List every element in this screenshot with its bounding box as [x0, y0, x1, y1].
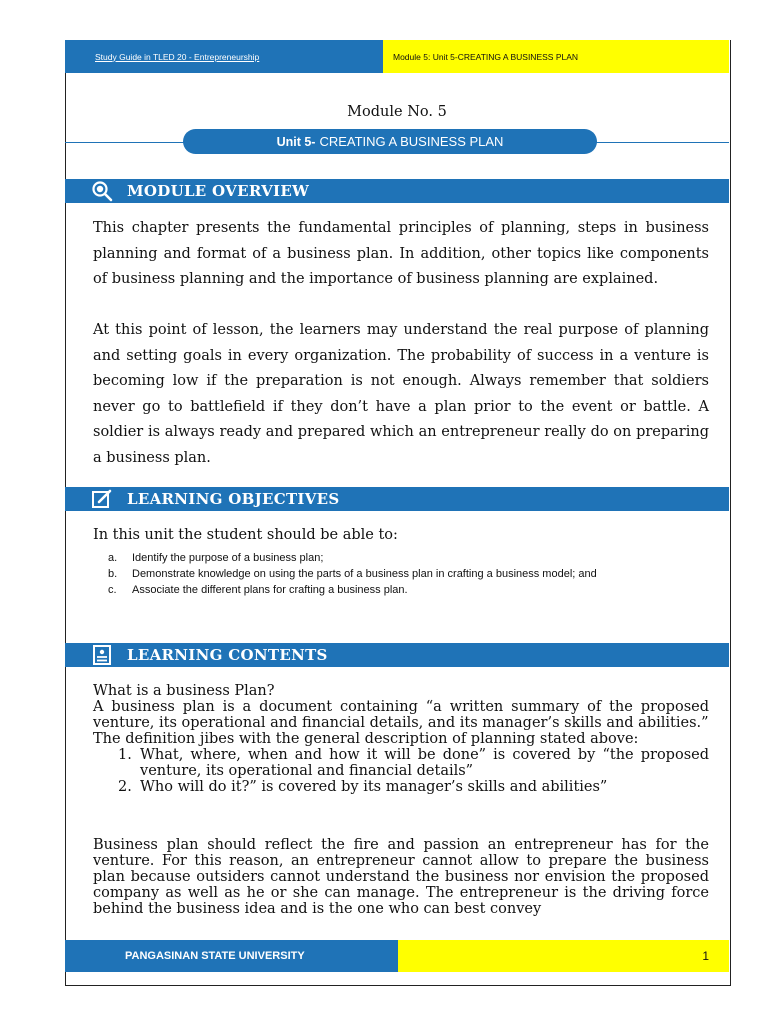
- list-item: [108, 582, 597, 598]
- list-item-text: What, where, when and how it will be done” is covered by “the proposed venture, its operational and financial details”: [140, 747, 709, 779]
- edit-icon: [91, 488, 113, 510]
- module-title: Module No. 5: [347, 104, 447, 120]
- list-item-text: Who will do it?” is covered by its manager’s skills and abilities”: [140, 779, 608, 795]
- objectives-intro: In this unit the student should be able to:: [93, 527, 398, 543]
- overview-paragraph-1: This chapter presents the fundamental principles of planning, steps in business planning and format of a business plan. In addition, other topics like components of business planning and the importance of business planning are explained.: [93, 220, 709, 287]
- list-marker: b.: [108, 568, 118, 580]
- overview-paragraph-2: At this point of lesson, the learners may understand the real purpose of planning and setting goals in every organization. The probability of success in a venture is becoming low if the preparation is not enough. Always remember that soldiers never go to battlefield if they don’t have a plan prior to the event or battle. A soldier is always ready and prepared which an entrepreneur really do on preparing a business plan.: [93, 322, 709, 466]
- magnifier-icon: [91, 180, 113, 202]
- list-item-text: Associate the different plans for crafting a business plan.: [132, 584, 408, 596]
- objectives-list: [108, 550, 597, 598]
- section-title-contents: LEARNING CONTENTS: [127, 646, 328, 664]
- list-marker: 2.: [118, 779, 132, 795]
- contents-jibes: The definition jibes with the general description of planning stated above:: [93, 731, 639, 747]
- page-footer: [65, 940, 729, 972]
- header-right: [383, 40, 729, 73]
- header-module-label: Module 5: Unit 5-CREATING A BUSINESS PLAN: [393, 51, 579, 62]
- page-number: 1: [398, 940, 729, 972]
- page-header: [65, 40, 729, 73]
- section-title-overview: MODULE OVERVIEW: [127, 182, 310, 200]
- header-course-link[interactable]: Study Guide in TLED 20 - Entrepreneurship: [95, 51, 260, 62]
- contents-block: [93, 683, 709, 795]
- list-marker: c.: [108, 584, 117, 596]
- list-marker: 1.: [118, 747, 132, 763]
- section-bar-overview: [65, 179, 729, 203]
- document-icon: [91, 644, 113, 666]
- list-marker: a.: [108, 552, 118, 564]
- list-item: [93, 747, 709, 779]
- section-bar-objectives: [65, 487, 729, 511]
- header-left: [65, 40, 383, 73]
- unit-banner: [183, 129, 597, 154]
- unit-title: CREATING A BUSINESS PLAN: [319, 134, 504, 149]
- list-item: [93, 779, 709, 795]
- list-item-text: Demonstrate knowledge on using the parts of a business plan in crafting a business model; and: [132, 568, 597, 580]
- list-item: [108, 550, 597, 566]
- contents-paragraph: Business plan should reflect the fire and passion an entrepreneur has for the venture. For this reason, an entrepreneur cannot allow to prepare the business plan because outsiders cannot understand the business nor envision the proposed company as well as he or she can manage. The entrepreneur is the driving force behind the business idea and is the one who can best convey: [93, 837, 709, 917]
- contents-question: What is a business Plan?: [93, 683, 275, 699]
- unit-prefix: Unit 5-: [276, 134, 316, 149]
- footer-university: PANGASINAN STATE UNIVERSITY: [65, 940, 398, 972]
- section-bar-contents: [65, 643, 729, 667]
- section-title-objectives: LEARNING OBJECTIVES: [127, 490, 340, 508]
- contents-definition: A business plan is a document containing “a written summary of the proposed venture, its operational and financial details, and its manager’s skills and abilities.”: [93, 699, 709, 731]
- list-item: [108, 566, 597, 582]
- list-item-text: Identify the purpose of a business plan;: [132, 552, 324, 564]
